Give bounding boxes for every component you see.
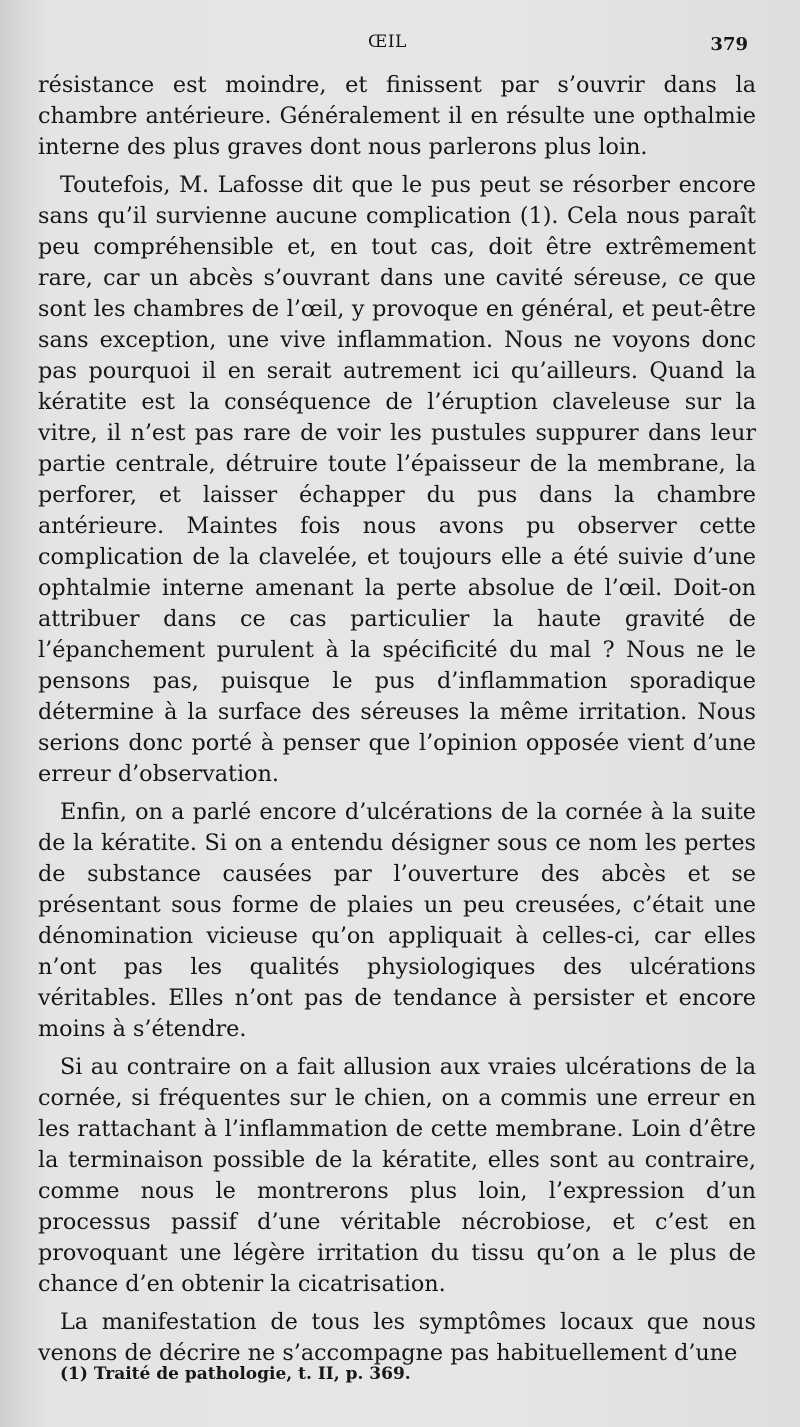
paragraph-ulcerations: Enfin, on a parlé encore d’ulcérations de la cornée à la suite de la kératite. Si on a entendu désigner sous ce nom les pertes de substance causées par l’ouverture des abcès et se présentant sous forme de plaies un peu creusées, c’était une dénomination vicieuse qu’on appliquait à celles-ci, car elles n’ont pas les qualités physiologiques des ulcérations véritables. Elles n’ont pas de tendance à persister et encore moins à s’étendre.	[38, 799, 756, 1042]
paragraph-continuation: résistance est moindre, et finissent par s’ouvrir dans la chambre antérieure. Généralement il en résulte une opthalmie interne des plus graves dont nous parlerons plus loin.	[38, 72, 756, 160]
paragraph-vraies-ulcerations: Si au contraire on a fait allusion aux vraies ulcérations de la cornée, si fréquentes sur le chien, on a commis une erreur en les rattachant à l’inflammation de cette membrane. Loin d’être la terminaison possible de la kératite, elles sont au contraire, comme nous le montrerons plus loin, l’expression d’un processus passif d’une véritable nécrobiose, et c’est en provoquant une légère irritation du tissu qu’on a le plus de chance d’en obtenir la cicatrisation.	[38, 1054, 756, 1297]
footnote: (1) Traité de pathologie, t. II, p. 369.	[60, 1364, 411, 1384]
page-number: 379	[710, 34, 748, 55]
running-title: ŒIL	[368, 32, 407, 52]
paragraph-lafosse: Toutefois, M. Lafosse dit que le pus peut se résorber encore sans qu’il survienne aucune complication (1). Cela nous paraît peu compréhensible et, en tout cas, doit être extrêmement rare, car un abcès s’ouvrant dans une cavité séreuse, ce que sont les chambres de l’œil, y provoque en général, et peut-être sans exception, une vive inflammation. Nous ne voyons donc pas pourquoi il en serait autrement ici qu’ailleurs. Quand la kératite est la conséquence de l’éruption claveleuse sur la vitre, il n’est pas rare de voir les pustules suppurer dans leur partie centrale, détruire toute l’épaisseur de la membrane, la perforer, et laisser échapper du pus dans la chambre antérieure. Maintes fois nous avons pu observer cette complication de la clavelée, et toujours elle a été suivie d’une ophtalmie interne amenant la perte absolue de l’œil. Doit-on attribuer dans ce cas particulier la haute gravité de l’épanchement purulent à la spécificité du mal ? Nous ne le pensons pas, puisque le pus d’inflammation sporadique détermine à la surface des séreuses la même irritation. Nous serions donc porté à penser que l’opinion opposée vient d’une erreur d’observation.	[38, 172, 756, 787]
body-text	[38, 70, 756, 1376]
running-head	[0, 30, 800, 64]
paragraph-manifestation: La manifestation de tous les symptômes locaux que nous venons de décrire ne s’accompagne pas habituellement d’une	[38, 1309, 756, 1366]
